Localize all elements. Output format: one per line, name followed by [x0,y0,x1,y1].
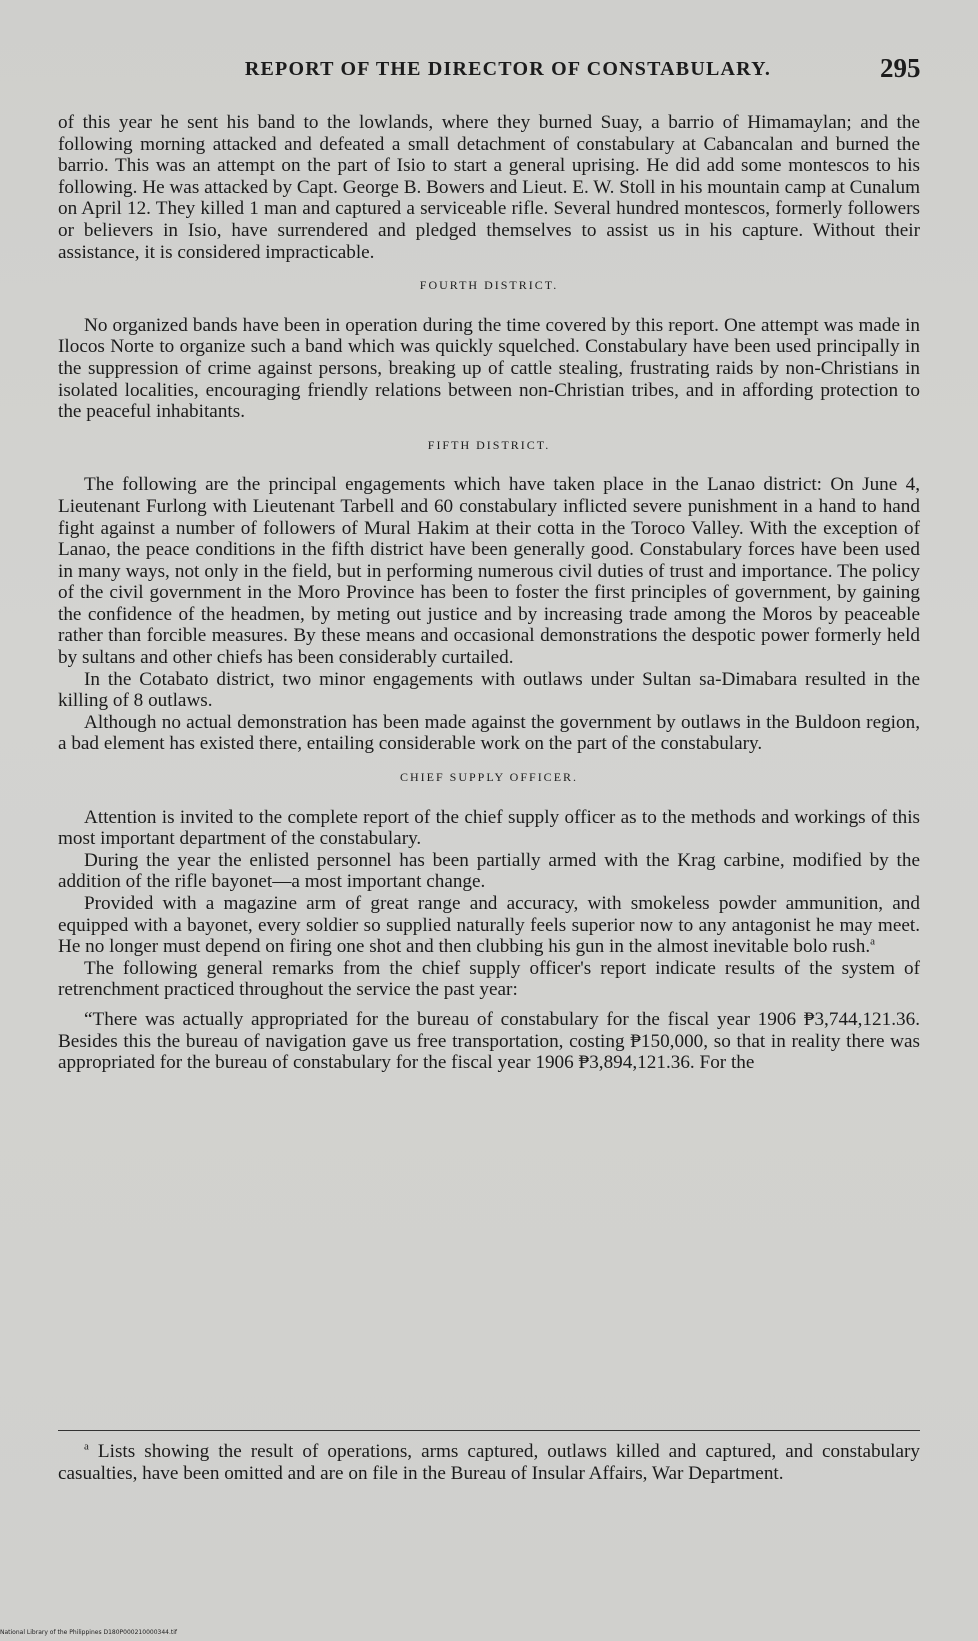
page-number: 295 [880,53,921,83]
paragraph: The following general remarks from the chief supply officer's report indicate results of the system of retrenchment practiced throughout the service the past year: [58,957,920,1001]
paragraph-text: Provided with a magazine arm of great range and accuracy, with smokeless powder ammunition, and equipped with a bayonet, every soldier so supplied naturally feels superior now to any antagonist he may meet. He no longer must depend on firing one shot and then clubbing his gun in the almost inevitable bolo rush. [58,893,920,958]
scan-imprint: National Library of the Philippines D180P000210000344.tif [0,1629,178,1636]
paragraph [58,893,920,958]
paragraph: The following are the principal engagements which have taken place in the Lanao district: On June 4, Lieutenant Furlong with Lieutenant Tarbell and 60 constabulary inflicted severe punishment in a hand to hand fight against a number of followers of Mural Hakim at their cotta in the Toroco Valley. With the exception of Lanao, the peace conditions in the fifth district have been generally good. Constabulary forces have been used in many ways, not only in the field, but in performing numerous civil duties of trust and importance. The policy of the civil government in the Moro Province has been to foster the first principles of government, by gaining the confidence of the headmen, by meting out justice and by increasing trade among the Moros by peaceable rather than forcible measures. By these means and occasional demonstrations the despotic power formerly held by sultans and other chiefs has been considerably curtailed. [58,474,920,669]
paragraph: No organized bands have been in operation during the time covered by this report. One attempt was made in Ilocos Norte to organize such a band which was quickly squelched. Constabulary have been used principally in the suppression of crime against persons, breaking up of cattle stealing, frustrating raids by non-Christians in isolated localities, encouraging friendly relations between non-Christian tribes, and in affording protection to the peaceful inhabitants. [58,314,920,423]
body-text [58,112,920,1074]
section-heading-fourth-district: FOURTH DISTRICT. [419,278,559,293]
footnote-divider [58,1430,920,1431]
footnote-reference: a [870,935,876,948]
paragraph: In the Cotabato district, two minor engagements with outlaws under Sultan sa-Dimabara resulted in the killing of 8 outlaws. [58,668,920,712]
paragraph: Attention is invited to the complete report of the chief supply officer as to the methods and workings of this most important department of the constabulary. [58,806,920,850]
section-heading-chief-supply-officer: CHIEF SUPPLY OFFICER. [399,770,579,785]
paragraph: of this year he sent his band to the lowlands, where they burned Suay, a barrio of Himamaylan; and the following morning attacked and defeated a small detachment of constabulary at Cabancalan and burned the barrio. This was an attempt on the part of Isio to start a general uprising. He did add some montescos to his following. He was attacked by Capt. George B. Bowers and Lieut. E. W. Stoll in his mountain camp at Cunalum on April 12. They killed 1 man and captured a serviceable rifle. Several hundred montescos, formerly followers or believers in Isio, have surrendered and pledged themselves to assist us in his capture. Without their assistance, it is considered impracticable. [58,112,920,263]
footnote [58,1441,920,1484]
running-head: REPORT OF THE DIRECTOR OF CONSTABULARY. [244,58,772,80]
paragraph: Although no actual demonstration has been made against the government by outlaws in the Buldoon region, a bad element has existed there, entailing considerable work on the part of the constabulary. [58,711,920,755]
footnote-text: Lists showing the result of operations, arms captured, outlaws killed and captured, and constabulary casualties, have been omitted and are on file in the Bureau of Insular Affairs, War Department. [58,1441,920,1484]
section-heading-fifth-district: FIFTH DISTRICT. [427,437,551,452]
quoted-paragraph: “There was actually appropriated for the bureau of constabulary for the fiscal year 1906 ₱3,744,121.36. Besides this the bureau of navigation gave us free transportation, costing ₱150,000, so that in reality there was appropriated for the bureau of constabulary for the fiscal year 1906 ₱3,894,121.36. For the [58,1008,920,1074]
footnote-mark: a [84,1440,89,1453]
paragraph: During the year the enlisted personnel has been partially armed with the Krag carbine, modified by the addition of the rifle bayonet—a most important change. [58,849,920,893]
